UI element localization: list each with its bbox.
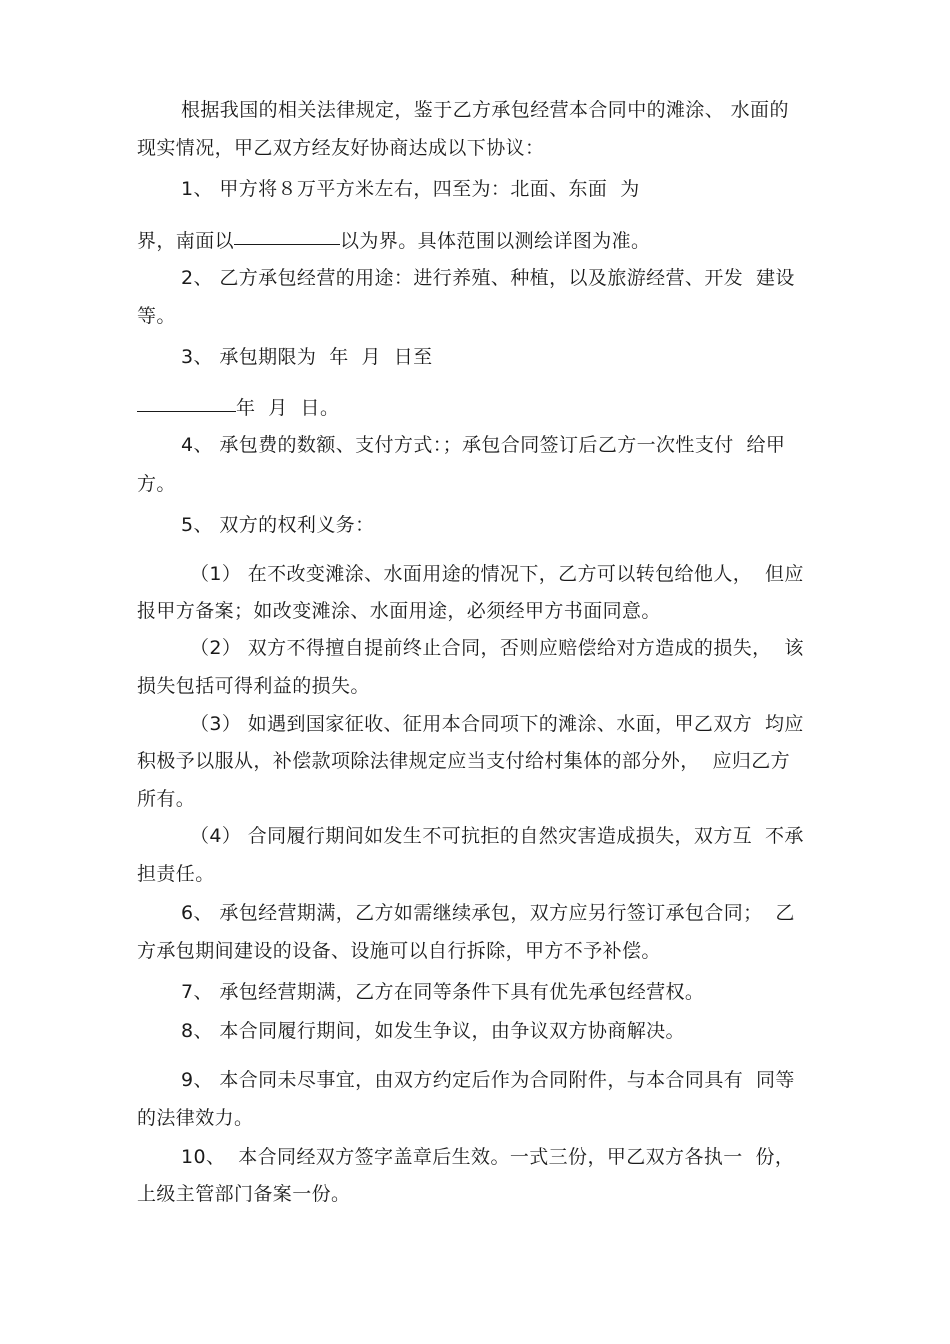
- clause-1-text-b: 以为界。具体范围以测绘详图为准。: [340, 230, 651, 252]
- clause-10-line-2: 上级主管部门备案一份。: [137, 1183, 351, 1205]
- clause-5-4-line-1: （4） 合同履行期间如发生不可抗拒的自然灾害造成损失，双方互 不承: [190, 825, 804, 847]
- clause-10-line-1: 10、 本合同经双方签字盖章后生效。一式三份，甲乙双方各执一 份，: [181, 1146, 795, 1168]
- clause-5-3-line-1: （3） 如遇到国家征收、征用本合同项下的滩涂、水面，甲乙双方 均应: [190, 713, 804, 735]
- blank-line-boundary: [234, 224, 340, 245]
- clause-5-3-line-3: 所有。: [137, 788, 196, 810]
- clause-4-line-1: 4、 承包费的数额、支付方式：；承包合同签订后乙方一次性支付 给甲: [181, 434, 786, 456]
- clause-1-line-1: 1、 甲方将８万平方米左右，四至为：北面、东面 为: [181, 178, 640, 200]
- clause-2-line-2: 等。: [137, 305, 176, 327]
- clause-5-4-line-2: 担责任。: [137, 863, 215, 885]
- clause-7-line: 7、 承包经营期满，乙方在同等条件下具有优先承包经营权。: [181, 981, 705, 1003]
- clause-5-2-line-2: 损失包括可得利益的损失。: [137, 675, 370, 697]
- clause-9-line-2: 的法律效力。: [137, 1107, 254, 1129]
- clause-6-line-2: 方承包期间建设的设备、设施可以自行拆除，甲方不予补偿。: [137, 940, 661, 962]
- clause-5-2-line-1: （2） 双方不得擅自提前终止合同，否则应赔偿给对方造成的损失， 该: [190, 637, 804, 659]
- clause-5-1-line-1: （1） 在不改变滩涂、水面用途的情况下，乙方可以转包给他人， 但应: [190, 563, 804, 585]
- blank-line-year: [137, 391, 236, 412]
- clause-2-line-1: 2、 乙方承包经营的用途：进行养殖、种植，以及旅游经营、开发 建设: [181, 267, 795, 289]
- clause-5-1-line-2: 报甲方备案；如改变滩涂、水面用途，必须经甲方书面同意。: [137, 600, 661, 622]
- clause-3-line-1: 3、 承包期限为 年 月 日至: [181, 346, 433, 368]
- clause-1-text-a: 界，南面以: [137, 230, 235, 252]
- clause-8-line: 8、 本合同履行期间，如发生争议，由争议双方协商解决。: [181, 1020, 685, 1042]
- clause-9-line-1: 9、 本合同未尽事宜，由双方约定后作为合同附件，与本合同具有 同等: [181, 1069, 795, 1091]
- clause-6-line-1: 6、 承包经营期满，乙方如需继续承包，双方应另行签订承包合同； 乙: [181, 902, 795, 924]
- clause-3-text-b: 年 月 日。: [236, 397, 340, 419]
- intro-line-1: 根据我国的相关法律规定，鉴于乙方承包经营本合同中的滩涂、 水面的: [181, 99, 789, 121]
- clause-5-3-line-2: 积极予以服从，补偿款项除法律规定应当支付给村集体的部分外， 应归乙方: [137, 750, 791, 772]
- clause-4-line-2: 方。: [137, 473, 176, 495]
- clause-5-heading: 5、 双方的权利义务：: [181, 514, 375, 536]
- intro-line-2: 现实情况，甲乙双方经友好协商达成以下协议：: [137, 137, 545, 159]
- clause-1-line-2: [0, 226, 950, 254]
- clause-3-line-2: [0, 393, 950, 421]
